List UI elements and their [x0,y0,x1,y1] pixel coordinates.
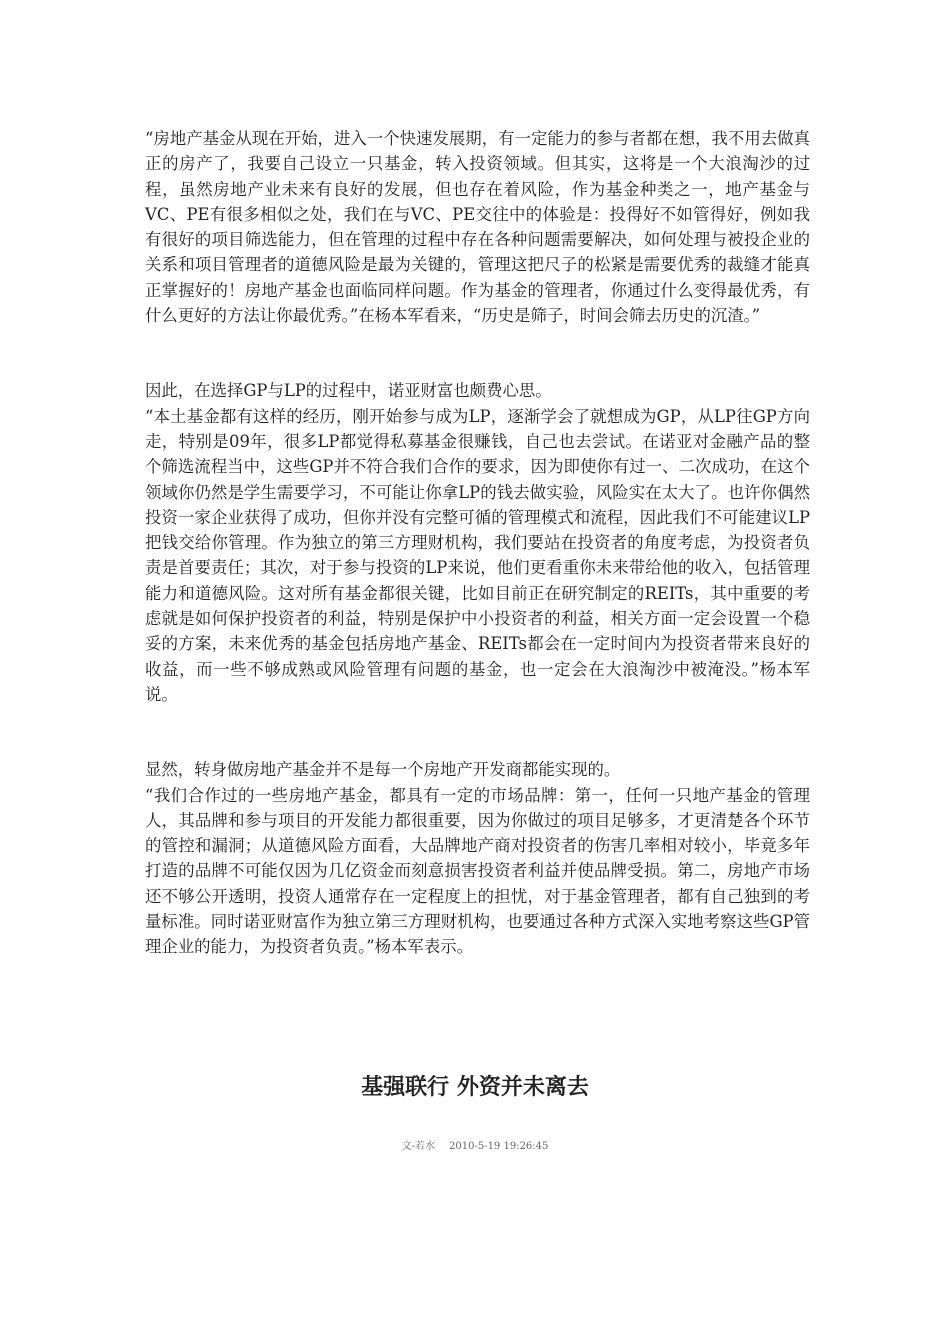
author: 文-若水 [401,1141,435,1152]
paragraph-gap [145,328,810,378]
paragraph-gap [145,707,810,757]
paragraph-history-sieve: “房地产基金从现在开始，进入一个快速发展期，有一定能力的参与者都在想，我不用去做真正的房产了，我要自己设立一只基金，转入投资领域。但其实，这将是一个大浪淘沙的过程，虽然房地产业未来有良好的发展，但也存在着风险，作为基金种类之一，地产基金与VC、PE有很多相似之处，我们在与VC、PE交往中的体验是：投得好不如管得好，例如我有很好的项目筛选能力，但在管理的过程中存在各种问题需要解决，如何处理与被投企业的关系和项目管理者的道德风险是最为关键的，管理这把尺子的松紧是需要优秀的裁缝才能真正掌握好的！房地产基金也面临同样问题。作为基金的管理者，你通过什么变得最优秀，有什么更好的方法让你最优秀。”在杨本军看来，“历史是筛子，时间会筛去历史的沉渣。” [145,129,810,326]
paragraph-developer-intro: 显然，转身做房地产基金并不是每一个房地产开发商都能实现的。 [145,760,621,780]
publish-datetime: 2010-5-19 19:26:45 [449,1141,549,1152]
article-body [145,126,810,960]
article-title: 基强联行 外资并未离去 [361,1074,589,1100]
article-byline [0,1140,950,1154]
paragraph-gp-lp-intro: 因此，在选择GP与LP的过程中，诺亚财富也颇费心思。 [145,381,552,401]
paragraph-market-brand: “我们合作过的一些房地产基金，都具有一定的市场品牌：第一，任何一只地产基金的管理人，其品牌和参与项目的开发能力都很重要，因为你做过的项目足够多，才更清楚各个环节的管控和漏洞；从道德风险方面看，大品牌地产商对投资者的伤害几率相对较小，毕竟多年打造的品牌不可能仅因为几亿资金而刻意损害投资者利益并使品牌受损。第二，房地产市场还不够公开透明，投资人通常存在一定程度上的担忧，对于基金管理者，都有自己独到的考量标准。同时诺亚财富作为独立第三方理财机构，也要通过各种方式深入实地考察这些GP管理企业的能力，为投资者负责。”杨本军表示。 [145,785,810,957]
paragraph-local-funds: “本土基金都有这样的经历，刚开始参与成为LP，逐渐学会了就想成为GP，从LP往GP方向走，特别是09年，很多LP都觉得私募基金很赚钱，自己也去尝试。在诺亚对金融产品的整个筛选流程当中，这些GP并不符合我们合作的要求，因为即使你有过一、二次成功，在这个领域你仍然是学生需要学习，不可能让你拿LP的钱去做实验，风险实在太大了。也许你偶然投资一家企业获得了成功，但你并没有完整可循的管理模式和流程，因此我们不可能建议LP把钱交给你管理。作为独立的第三方理财机构，我们要站在投资者的角度考虑，为投资者负责是首要责任；其次，对于参与投资的LP来说，他们更看重你未来带给他的收入，包括管理能力和道德风险。这对所有基金都很关键，比如目前正在研究制定的REITs，其中重要的考虑就是如何保护投资者的利益，特别是保护中小投资者的利益，相关方面一定会设置一个稳妥的方案，未来优秀的基金包括房地产基金、REITs都会在一定时间内为投资者带来良好的收益，而一些不够成熟或风险管理有问题的基金，也一定会在大浪淘沙中被淹没。”杨本军说。 [145,406,810,704]
